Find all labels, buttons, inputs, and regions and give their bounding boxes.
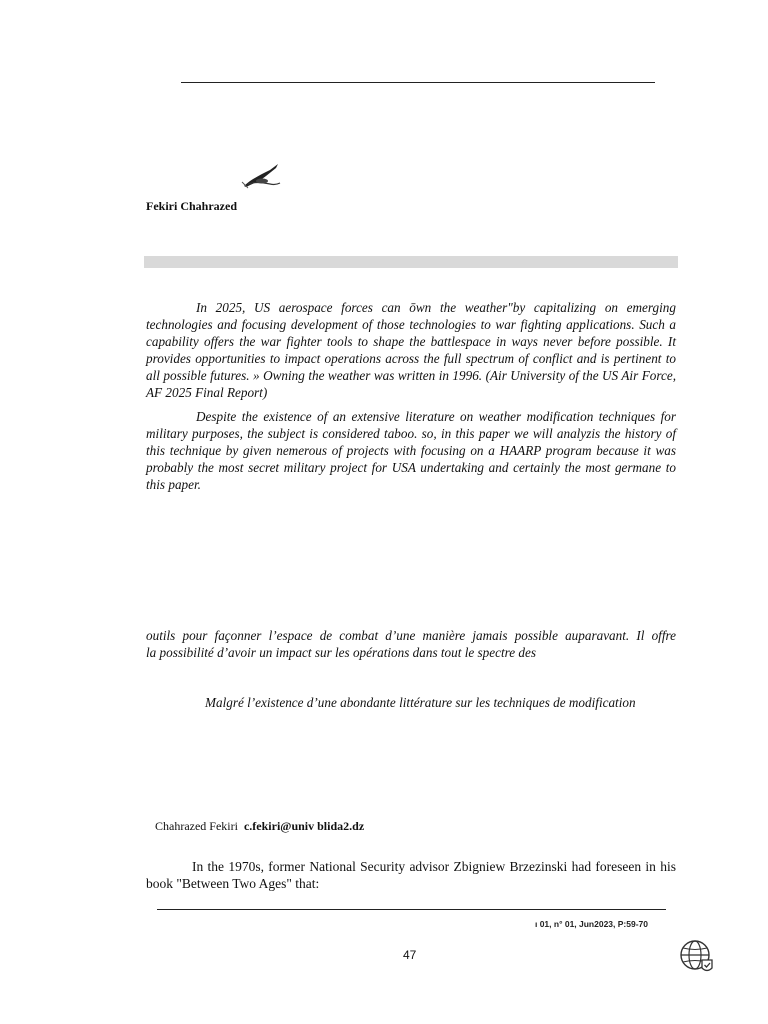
abstract-fr-line-3: Malgré l’existence d’une abondante littérature sur les techniques de modification bbox=[205, 695, 636, 710]
contact-name: Chahrazed Fekiri bbox=[155, 819, 238, 833]
author-name: Fekiri Chahrazed bbox=[146, 199, 237, 213]
abstract-en-paragraph-1: In 2025, US aerospace forces can ōwn the weather"by capitalizing on emerging technologies and focusing development of those technologies to war fighting applications. Such a capability offers the war fighter tools to shape the battlespace in ways never before possible. It provides opportunities to impact operations across the full spectrum of conflict and is pertinent to all possible futures. » Owning the weather was written in 1996. (Air University of the US Air Force, AF 2025 Final Report) bbox=[146, 300, 676, 400]
contact-email[interactable]: c.fekiri@univ blida2.dz bbox=[243, 819, 365, 833]
body-paragraph-1: In the 1970s, former National Security advisor Zbigniew Brzezinski had foreseen in his book "Between Two Ages" that: bbox=[146, 859, 676, 891]
footer-rule bbox=[157, 909, 666, 910]
abstract-en-paragraph-2: Despite the existence of an extensive literature on weather modification techniques for military purposes, the subject is considered taboo. so, in this paper we will analyzis the history of this technique by given nemerous of projects with focusing on a HAARP program because it was probably the most secret military project for USA undertaking and certainly the most germane to this paper. bbox=[146, 409, 676, 492]
pen-icon bbox=[240, 162, 282, 190]
abstract-en bbox=[146, 299, 676, 493]
header-rule bbox=[181, 82, 655, 83]
title-band bbox=[144, 256, 678, 268]
page-number: 47 bbox=[403, 948, 417, 962]
abstract-fr-line-1: outils pour façonner l’espace de combat d’une manière jamais possible auparavant. Il offre bbox=[146, 628, 676, 643]
globe-check-icon bbox=[678, 938, 716, 976]
contact-info bbox=[155, 819, 364, 834]
abstract-fr bbox=[146, 627, 676, 661]
journal-reference: ı 01, n° 01, Jun2023, P:59-70 bbox=[534, 919, 648, 929]
abstract-fr-line-2: la possibilité d’avoir un impact sur les opérations dans tout le spectre des bbox=[146, 645, 536, 660]
